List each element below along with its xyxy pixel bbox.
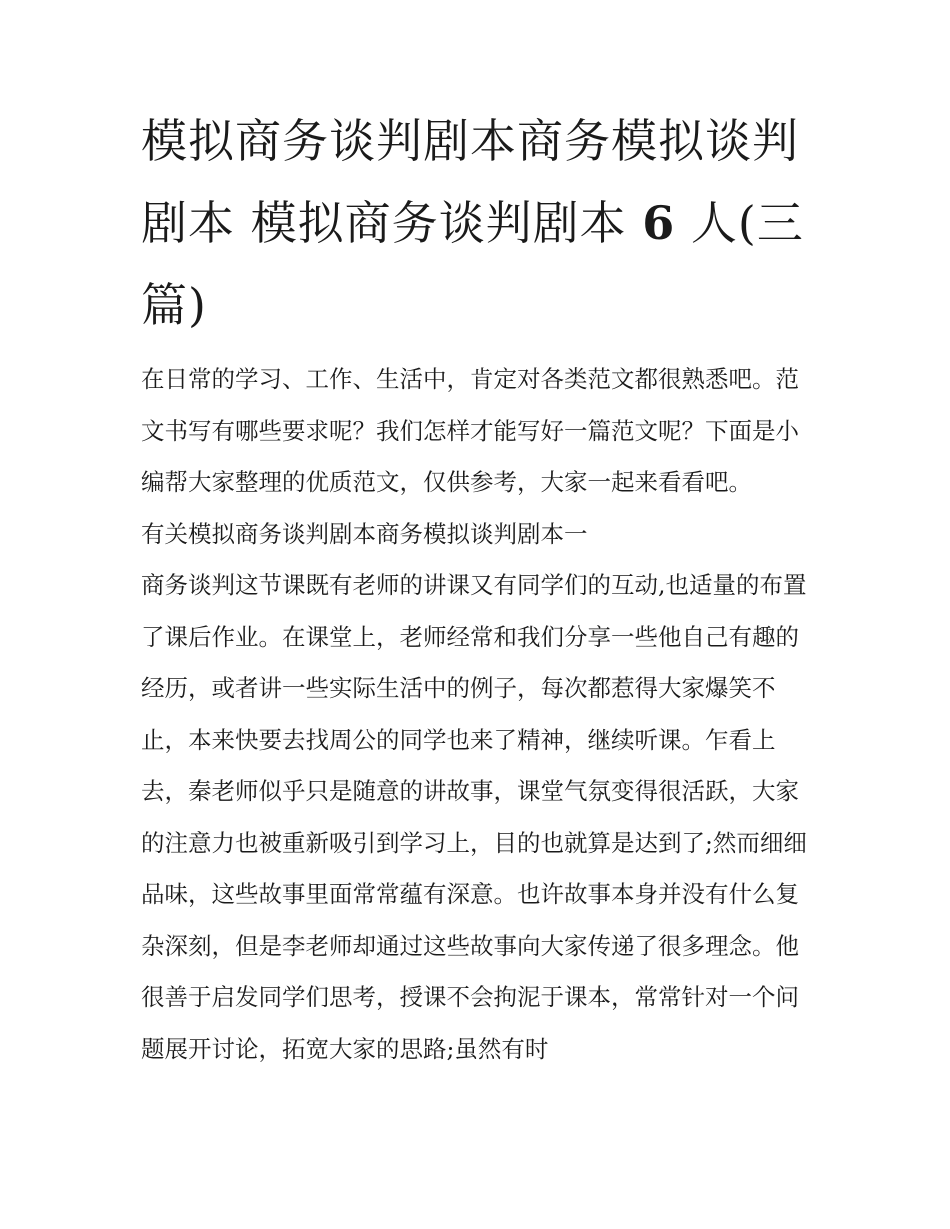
document-page	[141, 100, 821, 1075]
document-title	[141, 100, 821, 346]
title-number: 6	[642, 196, 676, 250]
intro-paragraph: 在日常的学习、工作、生活中，肯定对各类范文都很熟悉吧。范文书写有哪些要求呢？我们怎样才能写好一篇范文呢？下面是小编帮大家整理的优质范文，仅供参考，大家一起来看看吧。	[141, 365, 799, 496]
section-body-paragraph: 商务谈判这节课既有老师的讲课又有同学们的互动,也适量的布置了课后作业。在课堂上，老师经常和我们分享一些他自己有趣的经历，或者讲一些实际生活中的例子，每次都惹得大家爆笑不止，本来快要去找周公的同学也来了精神，继续听课。乍看上去，秦老师似乎只是随意的讲故事，课堂气氛变得很活跃，大家的注意力也被重新吸引到学习上，目的也就算是达到了;然而细细品味，这些故事里面常常蕴有深意。也许故事本身并没有什么复杂深刻，但是李老师却通过这些故事向大家传递了很多理念。他很善于启发同学们思考，授课不会拘泥于课本，常常针对一个问题展开讨论，拓宽大家的思路;虽然有时	[141, 571, 807, 1063]
section-heading: 有关模拟商务谈判剧本商务模拟谈判剧本一	[141, 519, 588, 548]
title-text-part1: 模拟商务谈判剧本商务模拟谈判剧本 模拟商务谈判剧本	[141, 114, 799, 250]
document-body	[141, 354, 821, 1075]
title-text-part2: 人(三篇)	[141, 196, 804, 332]
